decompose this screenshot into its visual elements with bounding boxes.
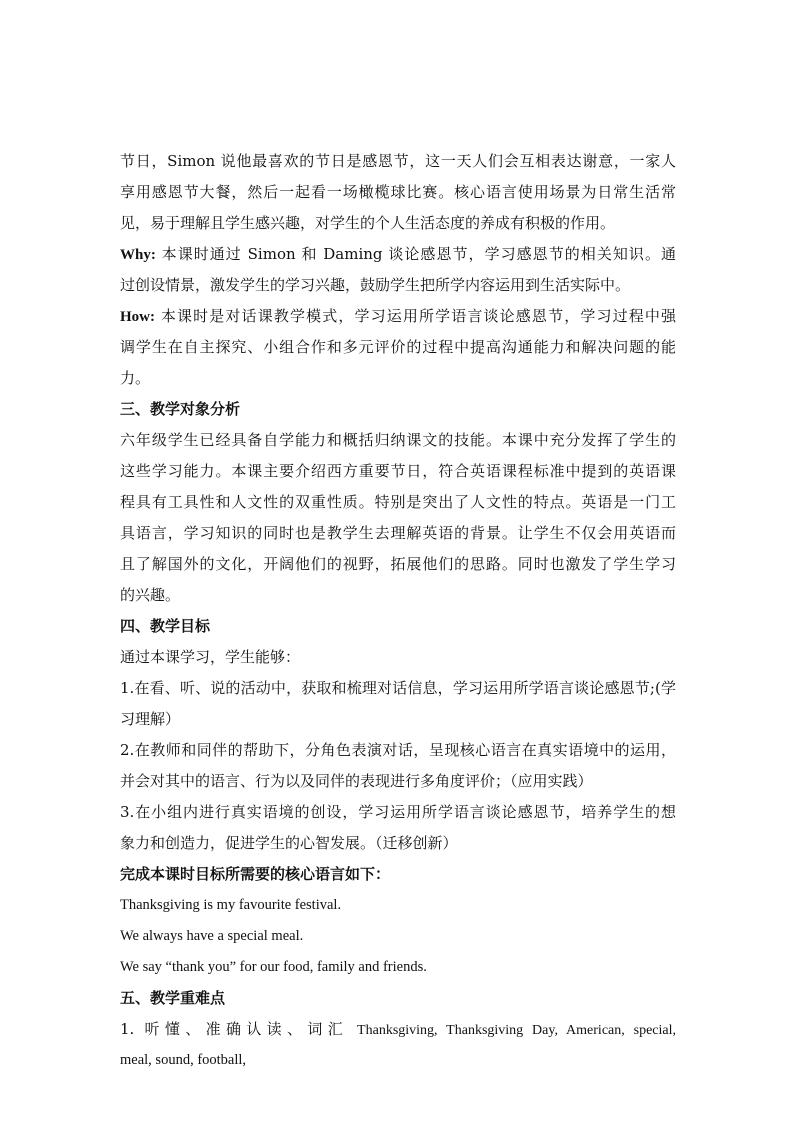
why-line-2: 过创设情景，激发学生的学习兴趣，鼓励学生把所学内容运用到生活实际中。 [120,276,631,294]
goal-1-line-2: 习理解） [120,710,181,728]
section-5-line-1 [120,1014,676,1045]
intro-line-1: 节日，Simon 说他最喜欢的节日是感恩节，这一天人们会互相表达谢意，一家人 [120,152,676,170]
section-3-line-3: 程具有工具性和人文性的双重性质。特别是突出了人文性的特点。英语是一门工 [120,493,676,511]
section-5-line-1-cn: 1. 听懂、准确认读、词汇 [120,1020,349,1038]
why-label: Why: [120,247,156,263]
section-3-line-5: 且了解国外的文化，开阔他们的视野，拓展他们的思路。同时也激发了学生学习 [120,555,676,573]
goal-2-line-2: 并会对其中的语言、行为以及同伴的表现进行多角度评价；（应用实践） [120,772,593,790]
intro-line-3: 见，易于理解且学生感兴趣，对学生的个人生活态度的养成有积极的作用。 [120,214,616,232]
goal-1-line-1: 1.在看、听、说的活动中，获取和梳理对话信息，学习运用所学语言谈论感恩节;(学 [120,679,676,697]
core-sentence-3: We say “thank you” for our food, family and friends. [120,959,427,975]
why-text-1: 本课时通过 Simon 和 Daming 谈论感恩节，学习感恩节的相关知识。通 [155,245,676,263]
section-4-title: 四、教学目标 [120,617,211,635]
goal-3-line-2: 象力和创造力，促进学生的心智发展。（迁移创新） [120,834,458,852]
section-3-line-4: 具语言，学习知识的同时也是教学生去理解英语的背景。让学生不仅会用英语而 [120,524,676,542]
section-5-line-2: meal, sound, football, [120,1052,247,1068]
how-line-3: 力。 [120,369,151,387]
how-line-1 [120,301,676,332]
how-line-2: 调学生在自主探究、小组合作和多元评价的过程中提高沟通能力和解决问题的能 [120,338,676,356]
section-3-line-1: 六年级学生已经具备自学能力和概括归纳课文的技能。本课中充分发挥了学生的 [120,431,676,449]
core-language-title: 完成本课时目标所需要的核心语言如下： [120,865,391,883]
core-sentence-2: We always have a special meal. [120,928,304,944]
section-5-line-1-en: Thanksgiving, Thanksgiving Day, American, special, [348,1023,676,1038]
intro-line-2: 享用感恩节大餐，然后一起看一场橄榄球比赛。核心语言使用场景为日常生活常 [120,183,676,201]
section-3-title: 三、教学对象分析 [120,400,241,418]
section-5-title: 五、教学重难点 [120,989,226,1007]
section-4-intro: 通过本课学习，学生能够： [120,648,301,666]
section-3-line-6: 的兴趣。 [120,586,181,604]
section-3-line-2: 这些学习能力。本课主要介绍西方重要节日，符合英语课程标准中提到的英语课 [120,462,676,480]
why-line-1 [120,239,676,270]
goal-2-line-1: 2.在教师和同伴的帮助下，分角色表演对话，呈现核心语言在真实语境中的运用， [120,741,676,759]
goal-3-line-1: 3.在小组内进行真实语境的创设，学习运用所学语言谈论感恩节，培养学生的想 [120,803,676,821]
document-page [120,146,676,1076]
how-text-1: 本课时是对话课教学模式，学习运用所学语言谈论感恩节，学习过程中强 [155,307,676,325]
core-sentence-1: Thanksgiving is my favourite festival. [120,897,342,913]
how-label: How: [120,309,155,325]
